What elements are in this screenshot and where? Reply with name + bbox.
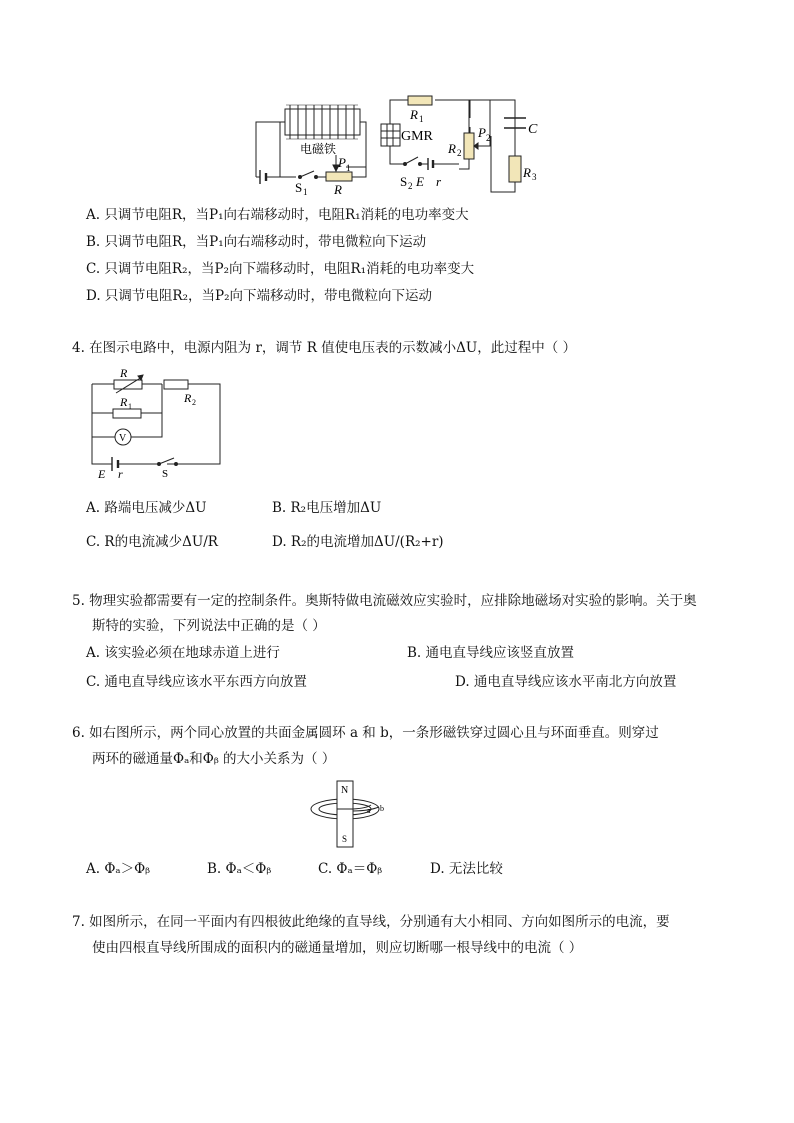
q4-label-r2: R bbox=[184, 391, 192, 405]
circuit-figure-gmr bbox=[250, 95, 550, 205]
q6-option-a[interactable]: A. Φₐ＞Φᵦ bbox=[86, 861, 151, 877]
magnet-rings-figure bbox=[305, 778, 400, 850]
q4-option-a[interactable]: A. 路端电压减少ΔU bbox=[86, 500, 207, 516]
q6-option-d[interactable]: D. 无法比较 bbox=[430, 861, 503, 877]
label-p1-sub: 1 bbox=[346, 163, 351, 173]
q4-label-v: V bbox=[119, 433, 127, 444]
label-small-r: r bbox=[436, 174, 442, 189]
q6-stem-line2: 两环的磁通量Φₐ和Φᵦ 的大小关系为（ ） bbox=[92, 751, 336, 767]
q4-label-r: R bbox=[120, 367, 128, 380]
q4-label-r1: R bbox=[120, 395, 128, 409]
label-r2: R bbox=[448, 141, 456, 156]
q5-option-b[interactable]: B. 通电直导线应该竖直放置 bbox=[407, 645, 575, 661]
q5-option-a[interactable]: A. 该实验必须在地球赤道上进行 bbox=[86, 645, 280, 661]
label-r2-sub: 2 bbox=[457, 148, 462, 158]
label-p1: P bbox=[338, 155, 346, 170]
q4-label-r1-sub: 1 bbox=[128, 402, 132, 411]
label-s1-sub: 1 bbox=[303, 187, 308, 197]
q3-option-a[interactable]: A. 只调节电阻R，当P₁向右端移动时，电阻R₁消耗的电功率变大 bbox=[86, 207, 469, 223]
q6-stem-line1: 6. 如右图所示，两个同心放置的共面金属圆环 a 和 b，一条形磁铁穿过圆心且与环面垂直。则穿过 bbox=[72, 725, 659, 741]
label-c: C bbox=[528, 122, 538, 137]
label-e: E bbox=[416, 174, 424, 189]
label-r1: R bbox=[410, 107, 418, 122]
q4-option-d[interactable]: D. R₂的电流增加ΔU/(R₂+r) bbox=[272, 534, 444, 550]
q4-label-e: E bbox=[98, 467, 106, 481]
q6-option-b[interactable]: B. Φₐ＜Φᵦ bbox=[207, 861, 272, 877]
q4-label-r2-sub: 2 bbox=[192, 398, 196, 407]
q5-option-c[interactable]: C. 通电直导线应该水平东西方向放置 bbox=[86, 674, 307, 690]
label-electromagnet: 电磁铁 bbox=[300, 142, 337, 156]
q6-option-c[interactable]: C. Φₐ＝Φᵦ bbox=[318, 861, 383, 877]
q3-option-d[interactable]: D. 只调节电阻R₂，当P₂向下端移动时，带电微粒向下运动 bbox=[86, 288, 432, 304]
q5-option-d[interactable]: D. 通电直导线应该水平南北方向放置 bbox=[455, 674, 677, 690]
label-p2: P bbox=[478, 125, 486, 140]
q7-stem-line1: 7. 如图所示，在同一平面内有四根彼此绝缘的直导线，分别通有大小相同、方向如图所示的电流，要 bbox=[72, 914, 670, 930]
q4-option-c[interactable]: C. R的电流减少ΔU/R bbox=[86, 534, 218, 550]
label-r: R bbox=[334, 182, 342, 197]
circuit-figure-q4 bbox=[82, 367, 232, 482]
q4-label-small-r: r bbox=[118, 467, 123, 481]
q4-label-s: S bbox=[162, 468, 169, 480]
q4-stem: 4. 在图示电路中，电源内阻为 r，调节 R 值使电压表的示数减小ΔU，此过程中（ ） bbox=[72, 340, 577, 356]
magnet-label-s: S bbox=[342, 834, 348, 844]
label-r3-sub: 3 bbox=[532, 172, 537, 182]
q5-stem-line2: 斯特的实验，下列说法中正确的是（ ） bbox=[92, 618, 326, 634]
q5-stem-line1: 5. 物理实验都需要有一定的控制条件。奥斯特做电流磁效应实验时，应排除地磁场对实验的影响。关于奥 bbox=[72, 593, 697, 609]
label-s2-sub: 2 bbox=[408, 181, 413, 191]
label-r3: R bbox=[523, 165, 531, 180]
label-p2-sub: 2 bbox=[486, 133, 491, 143]
label-r1-sub: 1 bbox=[419, 114, 424, 124]
label-s2: S bbox=[400, 174, 408, 189]
q3-option-c[interactable]: C. 只调节电阻R₂，当P₂向下端移动时，电阻R₁消耗的电功率变大 bbox=[86, 261, 475, 277]
label-s1: S bbox=[295, 180, 303, 195]
q7-stem-line2: 使由四根直导线所围成的面积内的磁通量增加，则应切断哪一根导线中的电流（ ） bbox=[92, 940, 583, 956]
ring-label-a: a bbox=[367, 806, 371, 815]
label-gmr: GMR bbox=[401, 129, 433, 144]
ring-label-b: b bbox=[380, 804, 384, 813]
q3-option-b[interactable]: B. 只调节电阻R，当P₁向右端移动时，带电微粒向下运动 bbox=[86, 234, 427, 250]
q4-option-b[interactable]: B. R₂电压增加ΔU bbox=[272, 500, 382, 516]
magnet-label-n: N bbox=[341, 785, 349, 796]
